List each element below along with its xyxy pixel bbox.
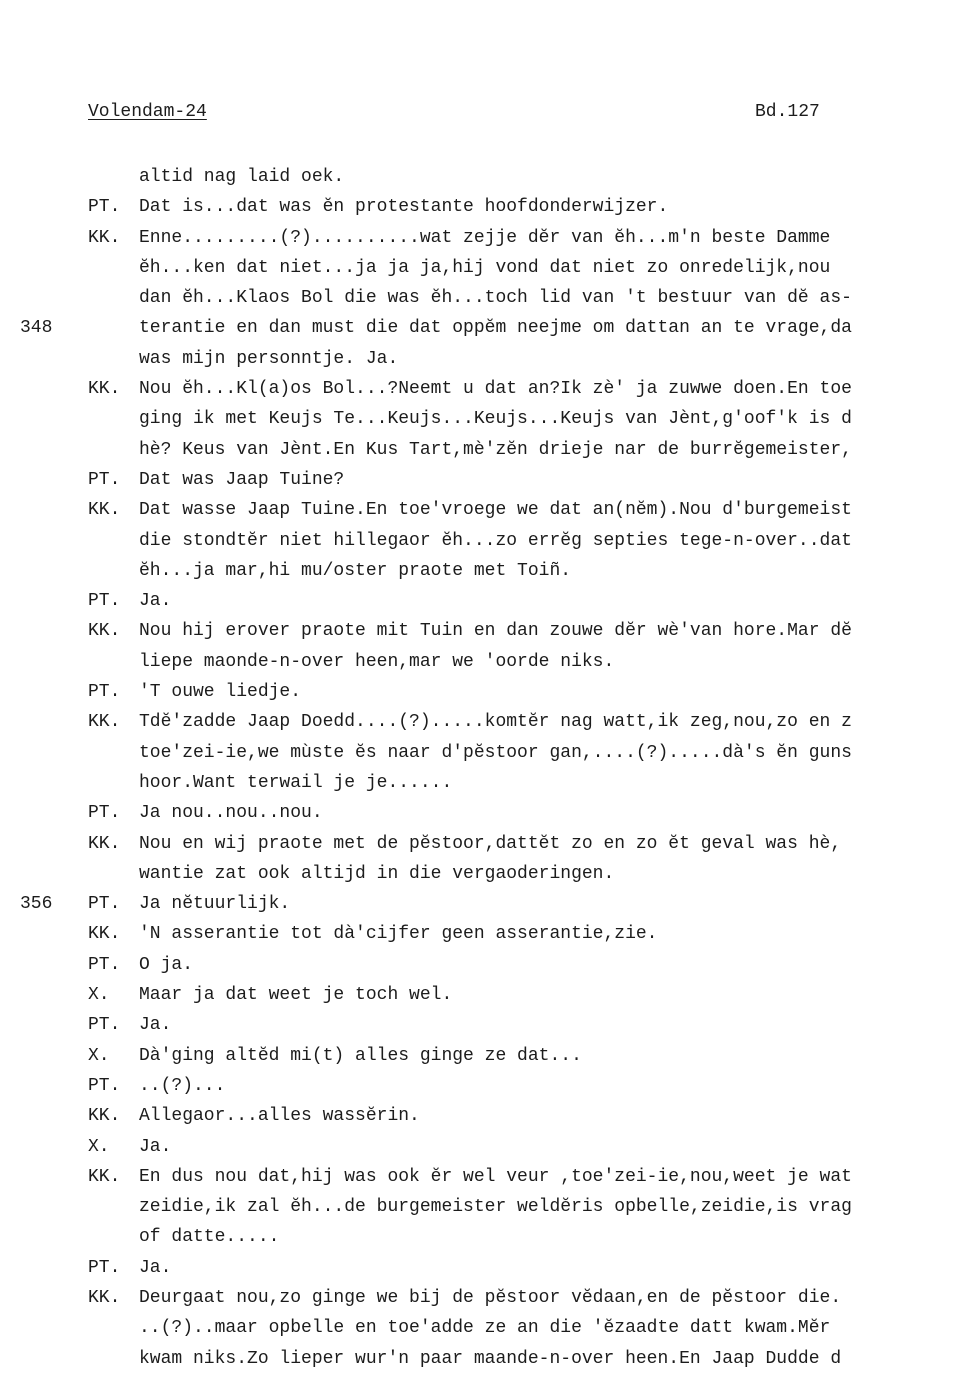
transcript-line xyxy=(0,1344,954,1374)
transcript-line xyxy=(0,707,954,737)
transcript-line xyxy=(0,223,954,253)
speaker-label: PT. xyxy=(88,1015,121,1036)
margin-number: 356 xyxy=(20,894,53,915)
transcript-line xyxy=(0,647,954,677)
transcript-line xyxy=(0,1313,954,1343)
transcript-line xyxy=(0,526,954,556)
transcript-line xyxy=(0,1162,954,1192)
utterance-text: Dat is...dat was ĕn protestante hoofdonderwijzer. xyxy=(139,197,669,218)
utterance-text: ..(?)..maar opbelle en toe'adde ze an die 'ĕzaadte datt kwam.Mĕr xyxy=(139,1318,831,1339)
utterance-text: kwam niks.Zo lieper wur'n paar maande-n-over heen.En Jaap Dudde d xyxy=(139,1348,842,1369)
speaker-label: KK. xyxy=(88,833,121,854)
speaker-label: KK. xyxy=(88,1166,121,1187)
transcript-line xyxy=(0,556,954,586)
transcript-line xyxy=(0,889,954,919)
transcript-line xyxy=(0,829,954,859)
transcript-line xyxy=(0,586,954,616)
utterance-text: wantie zat ook altijd in die vergaoderingen. xyxy=(139,863,615,884)
utterance-text: Ja. xyxy=(139,1015,172,1036)
utterance-text: ĕh...ja mar,hi mu/oster praote met Toiñ. xyxy=(139,560,572,581)
speaker-label: X. xyxy=(88,1136,110,1157)
utterance-text: Ja nĕtuurlijk. xyxy=(139,894,291,915)
speaker-label: X. xyxy=(88,985,110,1006)
transcript-body xyxy=(0,162,954,1374)
utterance-text: Allegaor...alles wassĕrin. xyxy=(139,1106,420,1127)
speaker-label: PT. xyxy=(88,197,121,218)
transcript-line xyxy=(0,1041,954,1071)
speaker-label: KK. xyxy=(88,621,121,642)
utterance-text: Deurgaat nou,zo ginge we bij de pĕstoor vĕdaan,en de pĕstoor die. xyxy=(139,1287,842,1308)
transcript-line xyxy=(0,162,954,192)
utterance-text: Nou hij erover praote mit Tuin en dan zouwe dĕr wè'van hore.Mar dĕ xyxy=(139,621,852,642)
transcript-line xyxy=(0,495,954,525)
transcript-line xyxy=(0,738,954,768)
utterance-text: hè? Keus van Jènt.En Kus Tart,mè'zĕn drieje nar de burrĕgemeister, xyxy=(139,439,852,460)
speaker-label: PT. xyxy=(88,803,121,824)
utterance-text: En dus nou dat,hij was ook ĕr wel veur ,toe'zei-ie,nou,weet je wat xyxy=(139,1166,852,1187)
utterance-text: Enne.........(?)..........wat zejje dĕr van ĕh...m'n beste Damme xyxy=(139,227,831,248)
speaker-label: PT. xyxy=(88,894,121,915)
utterance-text: die stondtĕr niet hillegaor ĕh...zo errĕg septies tege-n-over..dat xyxy=(139,530,852,551)
speaker-label: KK. xyxy=(88,500,121,521)
transcript-line xyxy=(0,919,954,949)
transcript-line xyxy=(0,980,954,1010)
transcript-line xyxy=(0,1071,954,1101)
speaker-label: PT. xyxy=(88,591,121,612)
utterance-text: O ja. xyxy=(139,954,194,975)
utterance-text: was mijn personntje. Ja. xyxy=(139,348,399,369)
utterance-text: Dat was Jaap Tuine? xyxy=(139,469,345,490)
utterance-text: Ja. xyxy=(139,1136,172,1157)
transcript-line xyxy=(0,768,954,798)
utterance-text: ging ik met Keujs Te...Keujs...Keujs...Keujs van Jènt,g'oof'k is d xyxy=(139,409,852,430)
speaker-label: PT. xyxy=(88,954,121,975)
transcript-line xyxy=(0,344,954,374)
speaker-label: KK. xyxy=(88,379,121,400)
speaker-label: PT. xyxy=(88,682,121,703)
speaker-label: KK. xyxy=(88,1106,121,1127)
transcript-line xyxy=(0,313,954,343)
transcript-line xyxy=(0,1283,954,1313)
utterance-text: Ja. xyxy=(139,591,172,612)
speaker-label: KK. xyxy=(88,1287,121,1308)
transcript-line xyxy=(0,283,954,313)
transcript-line xyxy=(0,1253,954,1283)
utterance-text: ..(?)... xyxy=(139,1075,226,1096)
utterance-text: toe'zei-ie,we mùste ĕs naar d'pĕstoor gan,....(?).....dà's ĕn guns xyxy=(139,742,852,763)
speaker-label: KK. xyxy=(88,924,121,945)
transcript-line xyxy=(0,374,954,404)
document-id: Volendam-24 xyxy=(88,102,207,122)
transcript-line xyxy=(0,435,954,465)
transcript-line xyxy=(0,859,954,889)
page-number: Bd.127 xyxy=(755,102,820,122)
utterance-text: Ja. xyxy=(139,1257,172,1278)
utterance-text: altid nag laid oek. xyxy=(139,167,345,187)
utterance-text: Nou ĕh...Kl(a)os Bol...?Neemt u dat an?Ik zè' ja zuwwe doen.En toe xyxy=(139,379,852,400)
transcript-line xyxy=(0,616,954,646)
utterance-text: Dat wasse Jaap Tuine.En toe'vroege we dat an(nĕm).Nou d'burgemeist xyxy=(139,500,852,521)
transcript-line xyxy=(0,192,954,222)
margin-number: 348 xyxy=(20,318,53,339)
utterance-text: Maar ja dat weet je toch wel. xyxy=(139,985,453,1006)
speaker-label: PT. xyxy=(88,1075,121,1096)
transcript-line xyxy=(0,465,954,495)
transcript-line xyxy=(0,950,954,980)
transcript-line xyxy=(0,798,954,828)
transcript-line xyxy=(0,253,954,283)
speaker-label: PT. xyxy=(88,1257,121,1278)
utterance-text: terantie en dan must die dat oppĕm neejme om dattan an te vrage,da xyxy=(139,318,852,339)
utterance-text: Ja nou..nou..nou. xyxy=(139,803,323,824)
utterance-text: 'N asserantie tot dà'cijfer geen asserantie,zie. xyxy=(139,924,658,945)
transcript-line xyxy=(0,1101,954,1131)
transcript-line xyxy=(0,1010,954,1040)
speaker-label: KK. xyxy=(88,227,121,248)
transcript-line xyxy=(0,404,954,434)
utterance-text: Dà'ging altĕd mi(t) alles ginge ze dat... xyxy=(139,1045,582,1066)
speaker-label: KK. xyxy=(88,712,121,733)
transcript-line xyxy=(0,1132,954,1162)
transcript-line xyxy=(0,1222,954,1252)
utterance-text: zeidie,ik zal ĕh...de burgemeister weldĕris opbelle,zeidie,is vrag xyxy=(139,1197,852,1218)
utterance-text: 'T ouwe liedje. xyxy=(139,682,302,703)
utterance-text: liepe maonde-n-over heen,mar we 'oorde niks. xyxy=(139,651,615,672)
utterance-text: ĕh...ken dat niet...ja ja ja,hij vond dat niet zo onredelijk,nou xyxy=(139,257,831,278)
utterance-text: of datte..... xyxy=(139,1227,280,1248)
transcript-line xyxy=(0,1192,954,1222)
utterance-text: hoor.Want terwail je je...... xyxy=(139,772,453,793)
utterance-text: Tdĕ'zadde Jaap Doedd....(?).....komtĕr nag watt,ik zeg,nou,zo en z xyxy=(139,712,852,733)
transcript-line xyxy=(0,677,954,707)
utterance-text: dan ĕh...Klaos Bol die was ĕh...toch lid van 't bestuur van dĕ as- xyxy=(139,288,852,309)
speaker-label: PT. xyxy=(88,469,121,490)
speaker-label: X. xyxy=(88,1045,110,1066)
utterance-text: Nou en wij praote met de pĕstoor,dattĕt zo en zo ĕt geval was hè, xyxy=(139,833,842,854)
